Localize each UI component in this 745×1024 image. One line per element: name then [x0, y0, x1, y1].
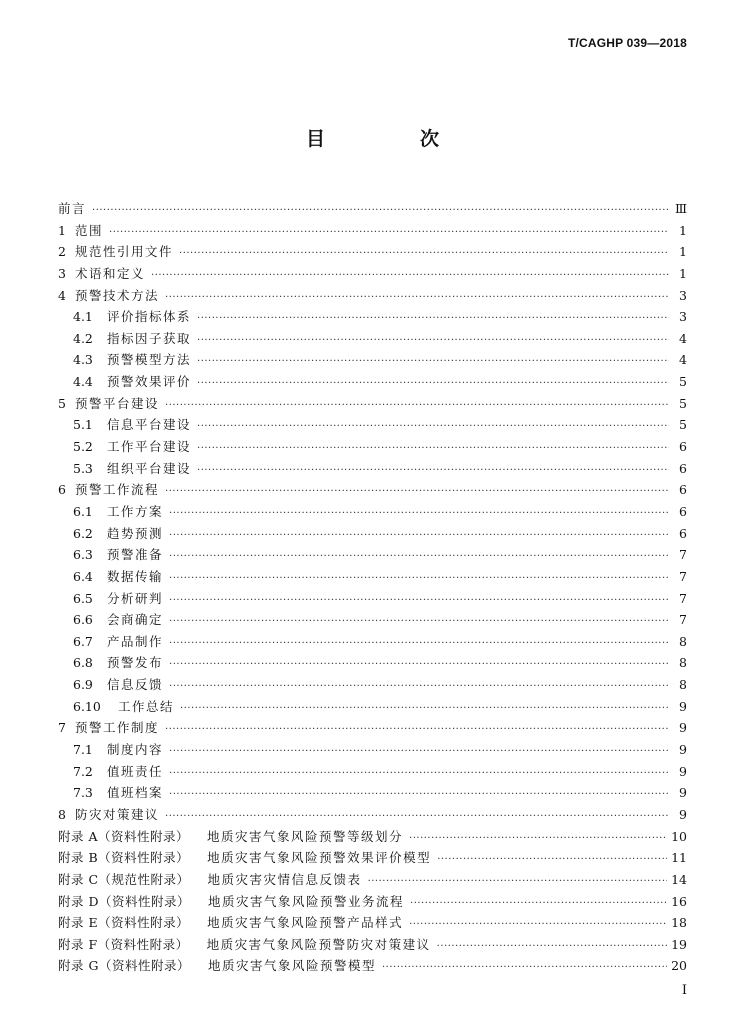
dot-leader [169, 525, 669, 547]
dot-leader [165, 287, 669, 309]
dot-leader [151, 265, 669, 287]
toc-entry-number: 5.1 [73, 417, 93, 433]
toc-entry-page: 4 [679, 352, 687, 368]
toc-entry[interactable] [58, 631, 687, 653]
dot-leader [197, 351, 669, 373]
toc-entry[interactable] [58, 739, 687, 761]
toc-entry-label: 附录 G（资料性附录） [58, 958, 190, 974]
dot-leader [169, 784, 669, 806]
toc-entry[interactable] [58, 804, 687, 826]
toc-entry[interactable] [58, 782, 687, 804]
toc-entry[interactable] [58, 371, 687, 393]
dot-leader [197, 308, 669, 330]
toc-entry-label: 信息反馈 [107, 677, 164, 693]
toc-entry[interactable] [58, 393, 687, 415]
dot-leader [165, 395, 669, 417]
dot-leader [109, 222, 669, 244]
dot-leader [437, 849, 667, 871]
dot-leader [165, 719, 669, 741]
toc-entry-label: 预警技术方法 [75, 287, 160, 303]
toc-entry-number: 4.4 [73, 374, 93, 390]
toc-entry-page: 10 [671, 828, 687, 844]
toc-entry-title: 地质灾害气象风险预警等级划分 [207, 828, 404, 844]
toc-entry-page: 6 [679, 503, 687, 519]
toc-entry-number: 5.2 [73, 439, 93, 455]
toc-entry-page: 9 [679, 763, 687, 779]
toc-entry-number: 4.2 [73, 330, 93, 346]
toc-entry-label: 预警准备 [107, 547, 164, 563]
dot-leader [437, 936, 667, 958]
toc-entry-label: 分析研判 [107, 590, 164, 606]
toc-entry-page: 16 [671, 893, 687, 909]
toc-entry-label: 附录 F（资料性附录） [58, 936, 189, 952]
toc-entry-label: 工作方案 [107, 503, 164, 519]
toc-entry-number: 3 [58, 265, 66, 281]
toc-entry[interactable] [58, 652, 687, 674]
dot-leader [92, 200, 669, 222]
toc-entry-number: 6.6 [73, 612, 93, 628]
toc-entry[interactable] [58, 696, 687, 718]
toc-entry-label: 信息平台建设 [107, 417, 192, 433]
toc-entry-number: 6.4 [73, 568, 93, 584]
table-of-contents [58, 198, 687, 977]
toc-entry-number: 6.10 [73, 698, 101, 714]
dot-leader [197, 460, 669, 482]
dot-leader [409, 914, 667, 936]
toc-entry-number: 6.3 [73, 547, 93, 563]
toc-entry[interactable] [58, 912, 687, 934]
toc-entry-page: 9 [679, 742, 687, 758]
toc-entry-number: 4.3 [73, 352, 93, 368]
toc-entry[interactable] [58, 847, 687, 869]
toc-entry[interactable] [58, 436, 687, 458]
toc-entry-page: 7 [679, 568, 687, 584]
toc-entry-page: 6 [679, 482, 687, 498]
toc-entry-label: 规范性引用文件 [75, 244, 174, 260]
toc-entry[interactable] [58, 501, 687, 523]
dot-leader [169, 590, 669, 612]
dot-leader [165, 806, 669, 828]
dot-leader [169, 611, 669, 633]
toc-entry-number: 1 [58, 222, 66, 238]
toc-entry[interactable] [58, 285, 687, 307]
toc-entry-label: 产品制作 [107, 633, 164, 649]
standard-code: T/CAGHP 039—2018 [567, 36, 687, 50]
toc-entry-page: 9 [679, 698, 687, 714]
dot-leader [169, 546, 669, 568]
toc-entry-label: 值班责任 [107, 763, 164, 779]
toc-entry[interactable] [58, 263, 687, 285]
toc-entry-label: 趋势预测 [107, 525, 164, 541]
toc-entry-page: 9 [679, 806, 687, 822]
toc-entry-label: 附录 D（资料性附录） [58, 893, 190, 909]
toc-entry-label: 范围 [75, 222, 104, 238]
toc-entry-page: 5 [679, 374, 687, 390]
toc-entry-label: 附录 B（资料性附录） [58, 850, 190, 866]
toc-entry[interactable] [58, 717, 687, 739]
toc-entry-title: 地质灾害灾情信息反馈表 [207, 871, 362, 887]
toc-entry-page: 6 [679, 439, 687, 455]
toc-entry-page: 7 [679, 590, 687, 606]
dot-leader [197, 416, 669, 438]
toc-entry-page: 1 [679, 222, 687, 238]
toc-entry-title: 地质灾害气象风险预警产品样式 [207, 915, 404, 931]
toc-entry-page: 19 [671, 936, 687, 952]
toc-entry-label: 附录 E（资料性附录） [58, 915, 190, 931]
toc-entry[interactable] [58, 523, 687, 545]
toc-entry-page: 9 [679, 720, 687, 736]
dot-leader [197, 330, 669, 352]
dot-leader [169, 741, 669, 763]
toc-entry-label: 预警平台建设 [75, 395, 160, 411]
toc-entry-number: 6.2 [73, 525, 93, 541]
toc-entry-number: 5.3 [73, 460, 93, 476]
page-number: I [681, 983, 687, 998]
toc-entry-page: 8 [679, 633, 687, 649]
page-title: 目 次 [305, 128, 477, 150]
toc-entry-label: 工作平台建设 [107, 439, 192, 455]
toc-entry-label: 值班档案 [107, 785, 164, 801]
toc-entry-label: 组织平台建设 [107, 460, 192, 476]
dot-leader [169, 676, 669, 698]
toc-entry[interactable] [58, 458, 687, 480]
toc-entry-number: 6.8 [73, 655, 93, 671]
toc-entry-label: 附录 C（规范性附录） [58, 871, 190, 887]
toc-entry-number: 5 [58, 395, 66, 411]
toc-entry[interactable] [58, 566, 687, 588]
toc-entry-number: 7.3 [73, 785, 93, 801]
dot-leader [197, 438, 669, 460]
toc-entry-number: 4.1 [73, 309, 93, 325]
toc-entry-number: 2 [58, 244, 66, 260]
toc-entry[interactable] [58, 674, 687, 696]
toc-entry-label: 会商确定 [107, 612, 164, 628]
toc-entry-page: 8 [679, 677, 687, 693]
toc-entry-page: 6 [679, 460, 687, 476]
toc-entry-label: 预警发布 [107, 655, 164, 671]
toc-entry[interactable] [58, 220, 687, 242]
toc-entry-page: 18 [671, 915, 687, 931]
toc-entry[interactable] [58, 609, 687, 631]
toc-entry-label: 评价指标体系 [107, 309, 192, 325]
toc-entry-page: 20 [671, 958, 687, 974]
toc-entry[interactable] [58, 544, 687, 566]
toc-entry-label: 预警工作流程 [75, 482, 160, 498]
toc-entry-page: 3 [679, 287, 687, 303]
dot-leader [410, 893, 667, 915]
toc-entry-number: 6.5 [73, 590, 93, 606]
toc-entry-number: 6 [58, 482, 66, 498]
dot-leader [382, 957, 667, 979]
dot-leader [368, 871, 668, 893]
toc-entry[interactable] [58, 306, 687, 328]
toc-entry-page: 11 [671, 850, 687, 866]
toc-entry-number: 7.1 [73, 742, 93, 758]
toc-entry[interactable] [58, 934, 687, 956]
toc-entry-page: 5 [679, 417, 687, 433]
toc-entry-label: 指标因子获取 [107, 330, 192, 346]
toc-entry[interactable] [58, 955, 687, 977]
toc-entry-page: 4 [679, 330, 687, 346]
toc-entry-page: 14 [671, 871, 687, 887]
dot-leader [169, 503, 669, 525]
toc-entry-number: 8 [58, 806, 66, 822]
dot-leader [169, 633, 669, 655]
toc-entry-label: 附录 A（资料性附录） [58, 828, 190, 844]
toc-entry[interactable] [58, 241, 687, 263]
toc-entry[interactable] [58, 869, 687, 891]
toc-entry[interactable] [58, 761, 687, 783]
toc-entry-label: 制度内容 [107, 742, 164, 758]
dot-leader [169, 654, 669, 676]
toc-entry[interactable] [58, 414, 687, 436]
toc-entry-page: 8 [679, 655, 687, 671]
toc-entry-page: 9 [679, 785, 687, 801]
toc-entry-number: 6.9 [73, 677, 93, 693]
toc-entry-title: 地质灾害气象风险预警业务流程 [208, 893, 405, 909]
toc-entry[interactable] [58, 588, 687, 610]
dot-leader [409, 828, 667, 850]
dot-leader [165, 481, 669, 503]
dot-leader [169, 763, 669, 785]
toc-entry-page: 7 [679, 547, 687, 563]
toc-entry-title: 地质灾害气象风险预警模型 [207, 958, 376, 974]
toc-entry[interactable] [58, 826, 687, 848]
toc-entry[interactable] [58, 891, 687, 913]
toc-entry-page: Ⅲ [674, 201, 687, 216]
toc-entry-page: 5 [679, 395, 687, 411]
toc-entry-number: 7.2 [73, 763, 93, 779]
toc-entry[interactable] [58, 479, 687, 501]
toc-entry[interactable] [58, 328, 687, 350]
toc-entry-number: 4 [58, 287, 66, 303]
toc-entry-page: 7 [679, 612, 687, 628]
toc-entry-page: 1 [679, 265, 687, 281]
toc-entry-label: 工作总结 [118, 698, 175, 714]
toc-entry-title: 地质灾害气象风险预警效果评价模型 [207, 850, 432, 866]
dot-leader [197, 373, 669, 395]
toc-entry-page: 6 [679, 525, 687, 541]
toc-entry-label: 预警工作制度 [75, 720, 160, 736]
dot-leader [169, 568, 669, 590]
toc-entry-label: 数据传输 [107, 568, 164, 584]
toc-entry-number: 7 [58, 720, 66, 736]
toc-entry-number: 6.1 [73, 503, 93, 519]
toc-entry-page: 3 [679, 309, 687, 325]
toc-entry-label: 预警效果评价 [107, 374, 192, 390]
toc-entry-label: 术语和定义 [75, 265, 146, 281]
toc-entry-number: 6.7 [73, 633, 93, 649]
dot-leader [180, 698, 669, 720]
toc-entry-label: 防灾对策建议 [75, 806, 160, 822]
dot-leader [179, 243, 669, 265]
toc-entry-label: 预警模型方法 [107, 352, 192, 368]
toc-entry-page: 1 [679, 244, 687, 260]
toc-entry[interactable] [58, 198, 687, 220]
toc-entry-label: 前言 [58, 201, 87, 216]
toc-entry-title: 地质灾害气象风险预警防灾对策建议 [206, 936, 431, 952]
toc-entry[interactable] [58, 349, 687, 371]
